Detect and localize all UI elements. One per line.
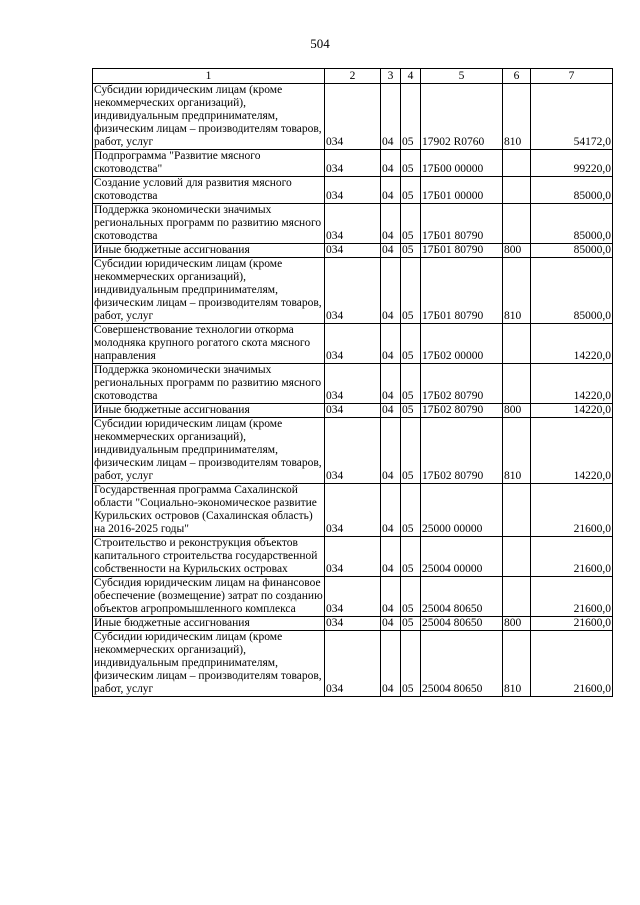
row-name-cell: Поддержка экономически значимых региональных программ по развитию мясного скотоводства	[93, 204, 325, 244]
section-cell: 04	[381, 204, 401, 244]
target-article-cell: 17Б01 80790	[421, 258, 503, 324]
target-article-cell: 17Б00 00000	[421, 150, 503, 177]
expense-type-cell: 800	[503, 244, 531, 258]
admin-code-cell: 034	[325, 150, 381, 177]
subsection-cell: 05	[401, 258, 421, 324]
section-cell: 04	[381, 577, 401, 617]
row-name-cell: Совершенствование технологии откорма молодняка крупного рогатого скота мясного направления	[93, 324, 325, 364]
amount-cell: 85000,0	[531, 177, 613, 204]
target-article-cell: 17Б02 80790	[421, 418, 503, 484]
admin-code-cell: 034	[325, 364, 381, 404]
row-name-cell: Создание условий для развития мясного скотоводства	[93, 177, 325, 204]
amount-cell: 14220,0	[531, 364, 613, 404]
expense-type-cell: 810	[503, 84, 531, 150]
admin-code-cell: 034	[325, 177, 381, 204]
subsection-cell: 05	[401, 617, 421, 631]
amount-cell: 54172,0	[531, 84, 613, 150]
section-cell: 04	[381, 631, 401, 697]
section-cell: 04	[381, 258, 401, 324]
expense-type-cell	[503, 537, 531, 577]
amount-cell: 14220,0	[531, 404, 613, 418]
table-row	[93, 177, 613, 204]
subsection-cell: 05	[401, 418, 421, 484]
admin-code-cell: 034	[325, 418, 381, 484]
amount-cell: 99220,0	[531, 150, 613, 177]
column-header: 7	[531, 69, 613, 84]
expense-type-cell	[503, 484, 531, 537]
budget-table	[92, 68, 613, 697]
section-cell: 04	[381, 617, 401, 631]
column-header: 5	[421, 69, 503, 84]
admin-code-cell: 034	[325, 324, 381, 364]
page-number: 504	[310, 36, 330, 51]
table-row	[93, 150, 613, 177]
subsection-cell: 05	[401, 577, 421, 617]
target-article-cell: 25000 00000	[421, 484, 503, 537]
admin-code-cell: 034	[325, 84, 381, 150]
table-row	[93, 484, 613, 537]
admin-code-cell: 034	[325, 631, 381, 697]
table-row	[93, 617, 613, 631]
admin-code-cell: 034	[325, 617, 381, 631]
subsection-cell: 05	[401, 244, 421, 258]
row-name-cell: Иные бюджетные ассигнования	[93, 617, 325, 631]
admin-code-cell: 034	[325, 484, 381, 537]
amount-cell: 85000,0	[531, 258, 613, 324]
section-cell: 04	[381, 84, 401, 150]
target-article-cell: 17902 R0760	[421, 84, 503, 150]
row-name-cell: Государственная программа Сахалинской области "Социально-экономическое развитие Курильских островов (Сахалинская область) на 2016-2025 годы"	[93, 484, 325, 537]
subsection-cell: 05	[401, 150, 421, 177]
amount-cell: 21600,0	[531, 631, 613, 697]
admin-code-cell: 034	[325, 258, 381, 324]
target-article-cell: 17Б01 80790	[421, 204, 503, 244]
section-cell: 04	[381, 537, 401, 577]
section-cell: 04	[381, 364, 401, 404]
subsection-cell: 05	[401, 204, 421, 244]
row-name-cell: Субсидии юридическим лицам (кроме некоммерческих организаций), индивидуальным предпринимателям, физическим лицам – производителям товаров, работ, услуг	[93, 258, 325, 324]
target-article-cell: 17Б02 00000	[421, 324, 503, 364]
table-row	[93, 631, 613, 697]
subsection-cell: 05	[401, 84, 421, 150]
column-header: 4	[401, 69, 421, 84]
admin-code-cell: 034	[325, 204, 381, 244]
expense-type-cell: 810	[503, 631, 531, 697]
table-body	[93, 84, 613, 697]
amount-cell: 21600,0	[531, 537, 613, 577]
table-row	[93, 324, 613, 364]
row-name-cell: Строительство и реконструкция объектов капитального строительства государственной собственности на Курильских островах	[93, 537, 325, 577]
expense-type-cell: 810	[503, 258, 531, 324]
expense-type-cell: 800	[503, 404, 531, 418]
section-cell: 04	[381, 484, 401, 537]
table-row	[93, 404, 613, 418]
row-name-cell: Субсидия юридическим лицам на финансовое обеспечение (возмещение) затрат по созданию объектов агропромышленного комплекса	[94, 577, 323, 615]
table-row	[93, 537, 613, 577]
amount-cell: 21600,0	[531, 577, 613, 617]
subsection-cell: 05	[401, 324, 421, 364]
expense-type-cell	[503, 577, 531, 617]
subsection-cell: 05	[401, 537, 421, 577]
column-header: 1	[93, 69, 325, 84]
target-article-cell: 17Б02 80790	[421, 404, 503, 418]
column-header: 2	[325, 69, 381, 84]
subsection-cell: 05	[401, 404, 421, 418]
row-name-cell: Иные бюджетные ассигнования	[93, 404, 325, 418]
target-article-cell: 17Б01 80790	[421, 244, 503, 258]
expense-type-cell	[503, 364, 531, 404]
target-article-cell: 25004 80650	[421, 631, 503, 697]
target-article-cell: 17Б02 80790	[421, 364, 503, 404]
section-cell: 04	[381, 244, 401, 258]
section-cell: 04	[381, 324, 401, 364]
table-row	[93, 577, 613, 617]
column-header: 3	[381, 69, 401, 84]
expense-type-cell: 810	[503, 418, 531, 484]
table-row	[93, 418, 613, 484]
row-name-cell: Субсидии юридическим лицам (кроме некоммерческих организаций), индивидуальным предпринимателям, физическим лицам – производителям товаров, работ, услуг	[93, 631, 325, 697]
target-article-cell: 25004 00000	[421, 537, 503, 577]
admin-code-cell: 034	[325, 577, 381, 617]
row-name-cell: Иные бюджетные ассигнования	[93, 244, 325, 258]
target-article-cell: 25004 80650	[421, 617, 503, 631]
amount-cell: 21600,0	[531, 617, 613, 631]
amount-cell: 85000,0	[531, 244, 613, 258]
row-name-cell: Подпрограмма "Развитие мясного скотоводства"	[93, 150, 325, 177]
expense-type-cell	[503, 177, 531, 204]
subsection-cell: 05	[401, 177, 421, 204]
expense-type-cell	[503, 204, 531, 244]
section-cell: 04	[381, 177, 401, 204]
amount-cell: 21600,0	[531, 484, 613, 537]
amount-cell: 85000,0	[531, 204, 613, 244]
expense-type-cell: 800	[503, 617, 531, 631]
subsection-cell: 05	[401, 631, 421, 697]
amount-cell: 14220,0	[531, 418, 613, 484]
admin-code-cell: 034	[325, 404, 381, 418]
expense-type-cell	[503, 324, 531, 364]
admin-code-cell: 034	[325, 537, 381, 577]
admin-code-cell: 034	[325, 244, 381, 258]
subsection-cell: 05	[401, 484, 421, 537]
section-cell: 04	[381, 418, 401, 484]
table-row	[93, 244, 613, 258]
row-name-cell: Поддержка экономически значимых региональных программ по развитию мясного скотоводства	[93, 364, 325, 404]
table-row	[93, 204, 613, 244]
subsection-cell: 05	[401, 364, 421, 404]
section-cell: 04	[381, 404, 401, 418]
target-article-cell: 25004 80650	[421, 577, 503, 617]
table-row	[93, 84, 613, 150]
amount-cell: 14220,0	[531, 324, 613, 364]
row-name-cell: Субсидии юридическим лицам (кроме некоммерческих организаций), индивидуальным предпринимателям, физическим лицам – производителям товаров, работ, услуг	[93, 418, 325, 484]
column-header: 6	[503, 69, 531, 84]
expense-type-cell	[503, 150, 531, 177]
row-name-cell: Субсидии юридическим лицам (кроме некоммерческих организаций), индивидуальным предпринимателям, физическим лицам – производителям товаров, работ, услуг	[93, 84, 325, 150]
table-row	[93, 258, 613, 324]
target-article-cell: 17Б01 00000	[421, 177, 503, 204]
table-row	[93, 364, 613, 404]
table-header-row	[93, 69, 613, 84]
section-cell: 04	[381, 150, 401, 177]
